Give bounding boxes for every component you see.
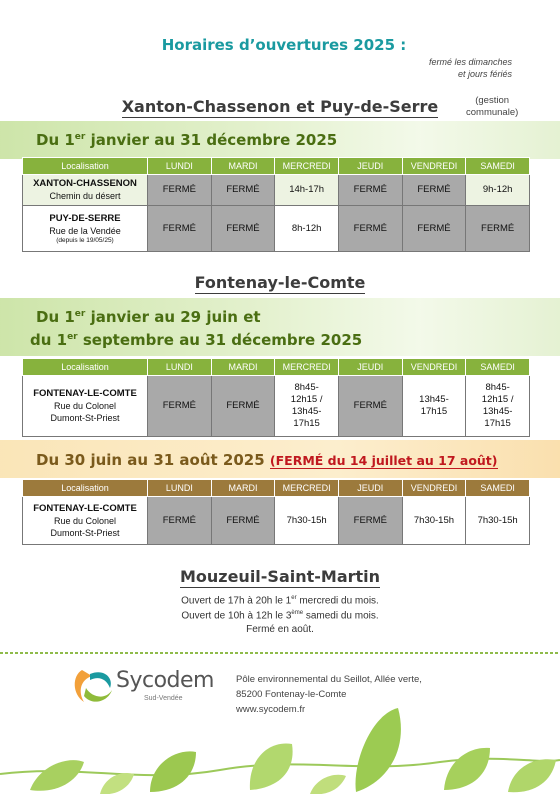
hours-cell: 8h-12h bbox=[275, 206, 339, 252]
schedule-table-fontenay-summer bbox=[22, 479, 530, 545]
hours-cell: FERMÉ bbox=[402, 175, 466, 206]
section-title-fontenay: Fontenay-le-Comte bbox=[194, 273, 366, 292]
hours-cell: 7h30-15h bbox=[275, 497, 339, 545]
col-header: LUNDI bbox=[148, 158, 212, 175]
table-row bbox=[23, 376, 530, 437]
page-title: Horaires d’ouvertures 2025 : bbox=[161, 36, 407, 54]
mouzeuil-hours bbox=[0, 592, 560, 636]
period-label-2b: du 1er septembre au 31 décembre 2025 bbox=[30, 331, 363, 349]
col-header: JEUDI bbox=[338, 158, 402, 175]
closure-note-line1: fermé les dimanches bbox=[428, 57, 512, 67]
hours-cell: FERMÉ bbox=[402, 206, 466, 252]
section-title-xanton: Xanton-Chassenon et Puy-de-Serre bbox=[121, 97, 439, 116]
col-header: VENDREDI bbox=[402, 480, 466, 497]
location-cell: PUY-DE-SERRE Rue de la Vendée (depuis le 19/05/25) bbox=[23, 206, 148, 252]
brand-subtitle: Sud-Vendée bbox=[144, 695, 183, 702]
col-header: MARDI bbox=[211, 158, 275, 175]
location-cell: XANTON-CHASSENON Chemin du désert bbox=[23, 175, 148, 206]
gestion-note: (gestion communale) bbox=[466, 95, 519, 118]
col-header: Localisation bbox=[23, 359, 148, 376]
mouzeuil-line-1: Ouvert de 17h à 20h le 1er mercredi du mois. bbox=[181, 595, 379, 607]
col-header: MARDI bbox=[211, 480, 275, 497]
closure-note bbox=[429, 56, 512, 80]
leaves-decoration-icon bbox=[0, 704, 560, 794]
hours-cell: 7h30-15h bbox=[466, 497, 530, 545]
table-header-row bbox=[23, 158, 530, 175]
hours-cell: FERMÉ bbox=[211, 376, 275, 437]
hours-cell: FERMÉ bbox=[211, 497, 275, 545]
col-header: JEUDI bbox=[338, 480, 402, 497]
summer-closure-note: (FERMÉ du 14 juillet au 17 août) bbox=[269, 453, 498, 468]
hours-cell: 8h45- 12h15 / 13h45- 17h15 bbox=[275, 376, 339, 437]
hours-cell: 9h-12h bbox=[466, 175, 530, 206]
table-header-row bbox=[23, 480, 530, 497]
col-header: MERCREDI bbox=[275, 158, 339, 175]
table-row bbox=[23, 175, 530, 206]
table-row bbox=[23, 497, 530, 545]
col-header: SAMEDI bbox=[466, 158, 530, 175]
col-header: LUNDI bbox=[148, 359, 212, 376]
col-header: Localisation bbox=[23, 480, 148, 497]
period-label-1: Du 1er janvier au 31 décembre 2025 bbox=[36, 131, 338, 149]
schedule-table-fontenay bbox=[22, 358, 530, 437]
address-line-1: Pôle environnemental du Seillot, Allée verte, bbox=[236, 674, 422, 685]
period-label-summer: Du 30 juin au 31 août 2025 (FERMÉ du 14 juillet au 17 août) bbox=[36, 451, 498, 469]
col-header: SAMEDI bbox=[466, 480, 530, 497]
hours-cell: 8h45- 12h15 / 13h45- 17h15 bbox=[466, 376, 530, 437]
brand-name: Sycodem bbox=[116, 668, 214, 693]
col-header: VENDREDI bbox=[402, 158, 466, 175]
hours-cell: FERMÉ bbox=[211, 206, 275, 252]
col-header: MERCREDI bbox=[275, 480, 339, 497]
hours-cell: FERMÉ bbox=[466, 206, 530, 252]
col-header: JEUDI bbox=[338, 359, 402, 376]
hours-cell: FERMÉ bbox=[338, 376, 402, 437]
col-header: MERCREDI bbox=[275, 359, 339, 376]
hours-cell: 14h-17h bbox=[275, 175, 339, 206]
period-label-2a: Du 1er janvier au 29 juin et bbox=[36, 308, 261, 326]
location-cell: FONTENAY-LE-COMTE Rue du Colonel Dumont-St-Priest bbox=[23, 376, 148, 437]
hours-cell: 7h30-15h bbox=[402, 497, 466, 545]
mouzeuil-line-2: Ouvert de 10h à 12h le 3ème samedi du mois. bbox=[181, 610, 379, 622]
hours-cell: FERMÉ bbox=[148, 175, 212, 206]
mouzeuil-line-3: Fermé en août. bbox=[246, 623, 314, 635]
closure-note-line2: et jours fériés bbox=[457, 69, 512, 79]
hours-cell: FERMÉ bbox=[148, 206, 212, 252]
footer-divider bbox=[0, 652, 560, 654]
hours-cell: FERMÉ bbox=[338, 206, 402, 252]
col-header: Localisation bbox=[23, 158, 148, 175]
hours-cell: FERMÉ bbox=[338, 175, 402, 206]
hours-cell: FERMÉ bbox=[148, 376, 212, 437]
hours-cell: FERMÉ bbox=[338, 497, 402, 545]
location-cell: FONTENAY-LE-COMTE Rue du Colonel Dumont-St-Priest bbox=[23, 497, 148, 545]
table-row bbox=[23, 206, 530, 252]
hours-cell: FERMÉ bbox=[148, 497, 212, 545]
col-header: VENDREDI bbox=[402, 359, 466, 376]
col-header: LUNDI bbox=[148, 480, 212, 497]
table-header-row bbox=[23, 359, 530, 376]
address-line-2: 85200 Fontenay-le-Comte bbox=[236, 689, 347, 700]
section-title-mouzeuil: Mouzeuil-Saint-Martin bbox=[179, 567, 381, 586]
website-link[interactable]: www.sycodem.fr bbox=[236, 704, 306, 715]
col-header: MARDI bbox=[211, 359, 275, 376]
col-header: SAMEDI bbox=[466, 359, 530, 376]
hours-cell: FERMÉ bbox=[211, 175, 275, 206]
hours-cell: 13h45- 17h15 bbox=[402, 376, 466, 437]
schedule-table-xanton bbox=[22, 157, 530, 252]
